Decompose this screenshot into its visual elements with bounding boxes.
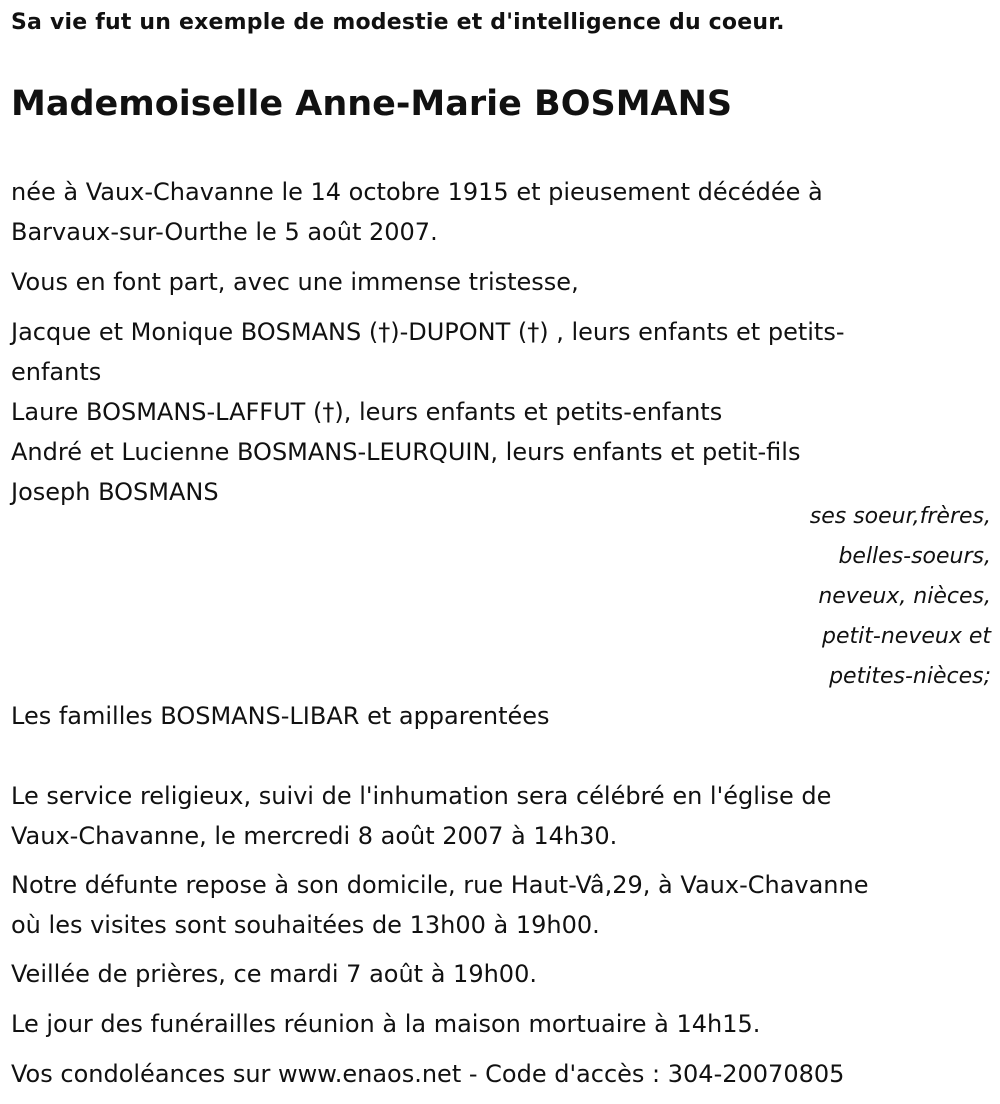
birth-line-2: Barvaux-sur-Ourthe le 5 août 2007. bbox=[11, 218, 438, 246]
repose-paragraph bbox=[11, 865, 986, 945]
service-line-2: Vaux-Chavanne, le mercredi 8 août 2007 à 14h30. bbox=[11, 822, 618, 850]
repose-line-2: où les visites sont souhaitées de 13h00 à 19h00. bbox=[11, 911, 600, 939]
relations-line-4: petit-neveux et bbox=[822, 624, 991, 649]
family-line-4: André et Lucienne BOSMANS-LEURQUIN, leurs enfants et petit-fils bbox=[11, 438, 801, 466]
service-paragraph bbox=[11, 776, 986, 856]
vigil-line: Veillée de prières, ce mardi 7 août à 19h00. bbox=[11, 960, 537, 988]
condolences-line: Vos condoléances sur www.enaos.net - Code d'accès : 304-20070805 bbox=[11, 1060, 845, 1088]
families-line: Les familles BOSMANS-LIBAR et apparentées bbox=[11, 702, 550, 730]
family-line-5: Joseph BOSMANS bbox=[11, 478, 219, 506]
family-line-1: Jacque et Monique BOSMANS (†)-DUPONT (†) , leurs enfants et petits- bbox=[11, 318, 845, 346]
repose-line-1: Notre défunte repose à son domicile, rue Haut-Vâ,29, à Vaux-Chavanne bbox=[11, 871, 869, 899]
deceased-name: Mademoiselle Anne-Marie BOSMANS bbox=[11, 84, 733, 124]
relations-line-3: neveux, nièces, bbox=[818, 584, 991, 609]
relations-line-1: ses soeur,frères, bbox=[809, 504, 991, 529]
announcement-paragraph bbox=[11, 262, 986, 302]
funeral-meeting-line: Le jour des funérailles réunion à la maison mortuaire à 14h15. bbox=[11, 1010, 761, 1038]
family-line-3: Laure BOSMANS-LAFFUT (†), leurs enfants et petits-enfants bbox=[11, 398, 723, 426]
birth-death-paragraph bbox=[11, 172, 986, 252]
condolences-paragraph bbox=[11, 1054, 986, 1094]
announcement-line: Vous en font part, avec une immense tristesse, bbox=[11, 268, 579, 296]
funeral-meeting-paragraph bbox=[11, 1004, 986, 1044]
relations-line-2: belles-soeurs, bbox=[838, 544, 991, 569]
birth-line-1: née à Vaux-Chavanne le 14 octobre 1915 et pieusement décédée à bbox=[11, 178, 823, 206]
families-paragraph bbox=[11, 696, 986, 736]
vigil-paragraph bbox=[11, 954, 986, 994]
service-line-1: Le service religieux, suivi de l'inhumation sera célébré en l'église de bbox=[11, 782, 832, 810]
relations-block bbox=[591, 497, 991, 697]
relations-line-5: petites-nièces; bbox=[829, 664, 991, 689]
family-line-2: enfants bbox=[11, 358, 102, 386]
memorial-quote: Sa vie fut un exemple de modestie et d'intelligence du coeur. bbox=[11, 10, 785, 35]
family-list bbox=[11, 312, 986, 512]
